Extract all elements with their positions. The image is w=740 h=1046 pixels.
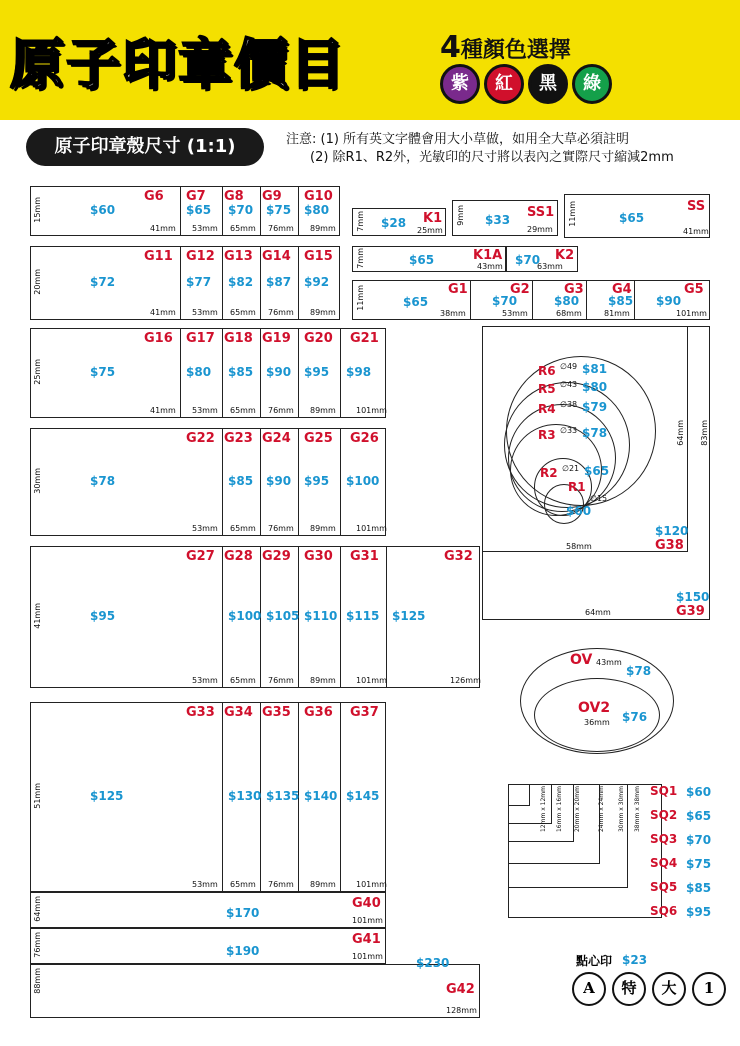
row-code: G28 xyxy=(224,549,253,564)
square-outline xyxy=(508,784,530,806)
g1-divider xyxy=(470,280,471,320)
g42-price: $230 xyxy=(416,956,450,970)
row-divider xyxy=(222,702,223,892)
ss-width: 41mm xyxy=(683,227,709,236)
g38-width: 58mm xyxy=(566,542,592,551)
ss-height: 11mm xyxy=(568,201,577,227)
round-code: R5 xyxy=(538,382,556,396)
row-code: G25 xyxy=(304,431,333,446)
note-2: (2) 除R1、R2外，光敏印的尺寸將以表內之實際尺寸縮減2mm xyxy=(310,150,674,165)
long-box xyxy=(30,892,386,928)
row-divider xyxy=(180,186,181,236)
ss-price: $65 xyxy=(619,211,645,225)
k1a-box xyxy=(352,246,506,272)
long-width: 128mm xyxy=(446,1006,477,1015)
g38-code: G38 xyxy=(655,538,684,553)
row-code: G10 xyxy=(304,189,333,204)
row-divider xyxy=(340,428,341,536)
row-code: G9 xyxy=(262,189,282,204)
row-price: $70 xyxy=(228,203,254,217)
row-height: 51mm xyxy=(33,783,42,809)
k1a-price: $65 xyxy=(409,253,435,267)
g1-price: $80 xyxy=(554,294,580,308)
ov2-size: 36mm xyxy=(584,718,610,727)
round-price: $60 xyxy=(566,504,592,518)
k1-code: K1 xyxy=(423,211,443,226)
row-width-label: 76mm xyxy=(268,308,294,317)
square-size: 16mm x 16mm xyxy=(556,786,563,833)
ov2-code: OV2 xyxy=(578,700,611,716)
sq-price: $95 xyxy=(686,905,712,919)
dot-sample-da: 大 xyxy=(652,972,686,1006)
row-width-label: 76mm xyxy=(268,224,294,233)
g1-code: G5 xyxy=(684,282,704,297)
g1-divider xyxy=(532,280,533,320)
ss1-height: 9mm xyxy=(456,205,465,226)
sq-price: $65 xyxy=(686,809,712,823)
row-price: $98 xyxy=(346,365,372,379)
long-height: 88mm xyxy=(33,968,42,994)
color-black: 黑 xyxy=(528,64,568,104)
row-height: 30mm xyxy=(33,468,42,494)
ss1-code: SS1 xyxy=(527,205,555,220)
g1-row-height: 11mm xyxy=(356,285,365,311)
round-code: R1 xyxy=(568,480,586,494)
row-code: G16 xyxy=(144,331,173,346)
row-divider xyxy=(180,328,181,418)
row-code: G18 xyxy=(224,331,253,346)
k2-code: K2 xyxy=(555,248,575,263)
row-width-label: 65mm xyxy=(230,224,256,233)
row-width-label: 76mm xyxy=(268,406,294,415)
row-width-label: 101mm xyxy=(356,880,387,889)
sq-code: SQ4 xyxy=(650,856,678,870)
row-code: G29 xyxy=(262,549,291,564)
long-height: 76mm xyxy=(33,932,42,958)
row-width-label: 53mm xyxy=(192,676,218,685)
ov-code: OV xyxy=(570,652,593,668)
row-price: $110 xyxy=(304,609,338,623)
row-code: G8 xyxy=(224,189,244,204)
row-divider xyxy=(386,546,387,688)
row-price: $100 xyxy=(228,609,262,623)
row-base-price: $75 xyxy=(90,365,116,379)
row-divider xyxy=(340,702,341,892)
row-divider xyxy=(340,328,341,418)
g1-divider xyxy=(634,280,635,320)
ss-box xyxy=(564,194,710,238)
row-divider xyxy=(222,328,223,418)
k1-box xyxy=(352,208,446,236)
g1-width: 101mm xyxy=(676,309,707,318)
long-width: 101mm xyxy=(352,952,383,961)
row-divider xyxy=(260,186,261,236)
row-code: G6 xyxy=(144,189,164,204)
square-size: 20mm x 20mm xyxy=(574,786,581,833)
row-code: G20 xyxy=(304,331,333,346)
row-price: $80 xyxy=(304,203,330,217)
ss1-width: 29mm xyxy=(527,225,553,234)
row-width-label: 101mm xyxy=(356,676,387,685)
g1-code: G2 xyxy=(510,282,530,297)
dot-stamp-label: 點心印 xyxy=(576,954,613,968)
row-code: G34 xyxy=(224,705,253,720)
row-price: $95 xyxy=(304,474,330,488)
section-title: 原子印章殼尺寸 (1:1) xyxy=(26,128,264,166)
row-code: G21 xyxy=(350,331,379,346)
row-width-label: 41mm xyxy=(150,308,176,317)
row-divider xyxy=(298,328,299,418)
ss1-price: $33 xyxy=(485,213,511,227)
colors-heading xyxy=(440,30,571,65)
row-divider xyxy=(260,428,261,536)
k2-price: $70 xyxy=(515,253,541,267)
row-width-label: 53mm xyxy=(192,880,218,889)
row-divider xyxy=(222,246,223,320)
colors-count: 4 xyxy=(440,30,461,65)
row-divider xyxy=(222,546,223,688)
g38-price: $120 xyxy=(655,524,689,538)
row-price: $140 xyxy=(304,789,338,803)
g39-price: $150 xyxy=(676,590,710,604)
row-base-price: $95 xyxy=(90,609,116,623)
square-size: 12mm x 12mm xyxy=(540,786,547,833)
row-width-label: 65mm xyxy=(230,524,256,533)
k1a-height: 7mm xyxy=(356,248,365,269)
sq-code: SQ2 xyxy=(650,808,678,822)
row-price: $65 xyxy=(186,203,212,217)
row-width-label: 65mm xyxy=(230,308,256,317)
row-width-label: 126mm xyxy=(450,676,481,685)
row-price: $125 xyxy=(392,609,426,623)
row-divider xyxy=(222,186,223,236)
row-width-label: 89mm xyxy=(310,406,336,415)
row-width-label: 89mm xyxy=(310,880,336,889)
row-width-label: 101mm xyxy=(356,524,387,533)
row-price: $90 xyxy=(266,365,292,379)
round-diameter: ∅43 xyxy=(560,380,578,389)
round-diameter: ∅33 xyxy=(560,426,578,435)
sq-code: SQ6 xyxy=(650,904,678,918)
g1-code: G3 xyxy=(564,282,584,297)
round-price: $79 xyxy=(582,400,608,414)
row-price: $115 xyxy=(346,609,380,623)
row-code: G31 xyxy=(350,549,379,564)
row-code: G33 xyxy=(186,705,215,720)
g1-code: G4 xyxy=(612,282,632,297)
sq-code: SQ3 xyxy=(650,832,678,846)
g1-width: 68mm xyxy=(556,309,582,318)
row-price: $75 xyxy=(266,203,292,217)
row-width-label: 41mm xyxy=(150,224,176,233)
square-size: 38mm x 38mm xyxy=(634,786,641,833)
round-diameter: ∅49 xyxy=(560,362,578,371)
row-width-label: 53mm xyxy=(192,308,218,317)
round-price: $80 xyxy=(582,380,608,394)
ov2-price: $76 xyxy=(622,710,648,724)
g1-price: $65 xyxy=(403,295,429,309)
ov-size: 43mm xyxy=(596,658,622,667)
row-code: G32 xyxy=(444,549,473,564)
row-code: G19 xyxy=(262,331,291,346)
row-code: G37 xyxy=(350,705,379,720)
row-base-price: $72 xyxy=(90,275,116,289)
row-height: 41mm xyxy=(33,603,42,629)
row-code: G36 xyxy=(304,705,333,720)
k1-price: $28 xyxy=(381,216,407,230)
row-width-label: 53mm xyxy=(192,224,218,233)
k1a-code: K1A xyxy=(473,248,503,263)
long-code: G40 xyxy=(352,896,381,911)
row-width-label: 89mm xyxy=(310,308,336,317)
g1-code: G1 xyxy=(448,282,468,297)
row-base-price: $125 xyxy=(90,789,124,803)
row-width-label: 53mm xyxy=(192,406,218,415)
round-code: R3 xyxy=(538,428,556,442)
colors-text: 種顏色選擇 xyxy=(460,38,571,63)
row-width-label: 65mm xyxy=(230,880,256,889)
row-height: 15mm xyxy=(33,197,42,223)
round-price: $81 xyxy=(582,362,608,376)
g38-height: 64mm xyxy=(676,420,685,446)
row-price: $77 xyxy=(186,275,212,289)
row-price: $80 xyxy=(186,365,212,379)
row-price: $85 xyxy=(228,365,254,379)
row-price: $135 xyxy=(266,789,300,803)
row-price: $87 xyxy=(266,275,292,289)
row-width-label: 89mm xyxy=(310,676,336,685)
g1-price: $90 xyxy=(656,294,682,308)
g1-width: 38mm xyxy=(440,309,466,318)
k1a-width: 43mm xyxy=(477,262,503,271)
row-price: $130 xyxy=(228,789,262,803)
row-code: G15 xyxy=(304,249,333,264)
dot-stamp-price: $23 xyxy=(622,953,648,967)
row-price: $95 xyxy=(304,365,330,379)
ov-price: $78 xyxy=(626,664,652,678)
row-price: $105 xyxy=(266,609,300,623)
row-code: G35 xyxy=(262,705,291,720)
row-width-label: 65mm xyxy=(230,676,256,685)
dot-sample-te: 特 xyxy=(612,972,646,1006)
row-price: $92 xyxy=(304,275,330,289)
g1-width: 53mm xyxy=(502,309,528,318)
g41-price: $190 xyxy=(226,944,260,958)
row-divider xyxy=(298,186,299,236)
g40-price: $170 xyxy=(226,906,260,920)
row-code: G17 xyxy=(186,331,215,346)
sq-price: $85 xyxy=(686,881,712,895)
row-width-label: 101mm xyxy=(356,406,387,415)
row-code: G22 xyxy=(186,431,215,446)
row-code: G11 xyxy=(144,249,173,264)
row-divider xyxy=(298,428,299,536)
long-code: G41 xyxy=(352,932,381,947)
g1-price: $85 xyxy=(608,294,634,308)
round-diameter: ∅15 xyxy=(590,494,608,503)
row-divider xyxy=(260,246,261,320)
row-divider xyxy=(340,546,341,688)
k2-width: 63mm xyxy=(537,262,563,271)
long-code: G42 xyxy=(446,982,475,997)
row-code: G7 xyxy=(186,189,206,204)
row-code: G12 xyxy=(186,249,215,264)
sq-price: $70 xyxy=(686,833,712,847)
g39-code: G39 xyxy=(676,604,705,619)
page-title: 原子印章價目 xyxy=(10,33,346,96)
row-divider xyxy=(298,246,299,320)
color-purple: 紫 xyxy=(440,64,480,104)
row-price: $145 xyxy=(346,789,380,803)
row-width-label: 76mm xyxy=(268,880,294,889)
row-code: G13 xyxy=(224,249,253,264)
g39-width: 64mm xyxy=(585,608,611,617)
row-divider xyxy=(222,428,223,536)
row-divider xyxy=(260,328,261,418)
round-code: R2 xyxy=(540,466,558,480)
row-width-label: 89mm xyxy=(310,524,336,533)
long-width: 101mm xyxy=(352,916,383,925)
round-price: $78 xyxy=(582,426,608,440)
row-width-label: 53mm xyxy=(192,524,218,533)
long-height: 64mm xyxy=(33,896,42,922)
g1-price: $70 xyxy=(492,294,518,308)
g1-width: 81mm xyxy=(604,309,630,318)
dot-sample-a: A xyxy=(572,972,606,1006)
row-code: G23 xyxy=(224,431,253,446)
row-code: G27 xyxy=(186,549,215,564)
sq-code: SQ1 xyxy=(650,784,678,798)
row-code: G24 xyxy=(262,431,291,446)
round-code: R6 xyxy=(538,364,556,378)
k1-width: 25mm xyxy=(417,226,443,235)
dot-sample-1: 1 xyxy=(692,972,726,1006)
row-divider xyxy=(180,246,181,320)
row-base-price: $78 xyxy=(90,474,116,488)
note-1: 注意: (1) 所有英文字體會用大小草做，如用全大草必須註明 xyxy=(286,132,630,147)
long-box xyxy=(30,964,480,1018)
row-code: G14 xyxy=(262,249,291,264)
row-price: $90 xyxy=(266,474,292,488)
round-diameter: ∅38 xyxy=(560,400,578,409)
ss1-box xyxy=(452,200,558,236)
row-width-label: 76mm xyxy=(268,524,294,533)
round-code: R4 xyxy=(538,402,556,416)
round-diameter: ∅21 xyxy=(562,464,580,473)
row-width-label: 41mm xyxy=(150,406,176,415)
row-price: $85 xyxy=(228,474,254,488)
long-box xyxy=(30,928,386,964)
k1-height: 7mm xyxy=(356,211,365,232)
sq-price: $60 xyxy=(686,785,712,799)
row-base-price: $60 xyxy=(90,203,116,217)
row-price: $82 xyxy=(228,275,254,289)
row-price: $100 xyxy=(346,474,380,488)
row-code: G30 xyxy=(304,549,333,564)
k2-box xyxy=(506,246,578,272)
round-price: $65 xyxy=(584,464,610,478)
g39-height: 83mm xyxy=(700,420,709,446)
row-width-label: 65mm xyxy=(230,406,256,415)
row-height: 25mm xyxy=(33,359,42,385)
g1-divider xyxy=(586,280,587,320)
row-width-label: 89mm xyxy=(310,224,336,233)
sq-price: $75 xyxy=(686,857,712,871)
color-green: 綠 xyxy=(572,64,612,104)
square-size: 24mm x 24mm xyxy=(598,786,605,833)
row-code: G26 xyxy=(350,431,379,446)
sq-code: SQ5 xyxy=(650,880,678,894)
row-width-label: 76mm xyxy=(268,676,294,685)
ss-code: SS xyxy=(687,199,706,214)
color-red: 紅 xyxy=(484,64,524,104)
square-size: 30mm x 30mm xyxy=(618,786,625,833)
row-height: 20mm xyxy=(33,269,42,295)
